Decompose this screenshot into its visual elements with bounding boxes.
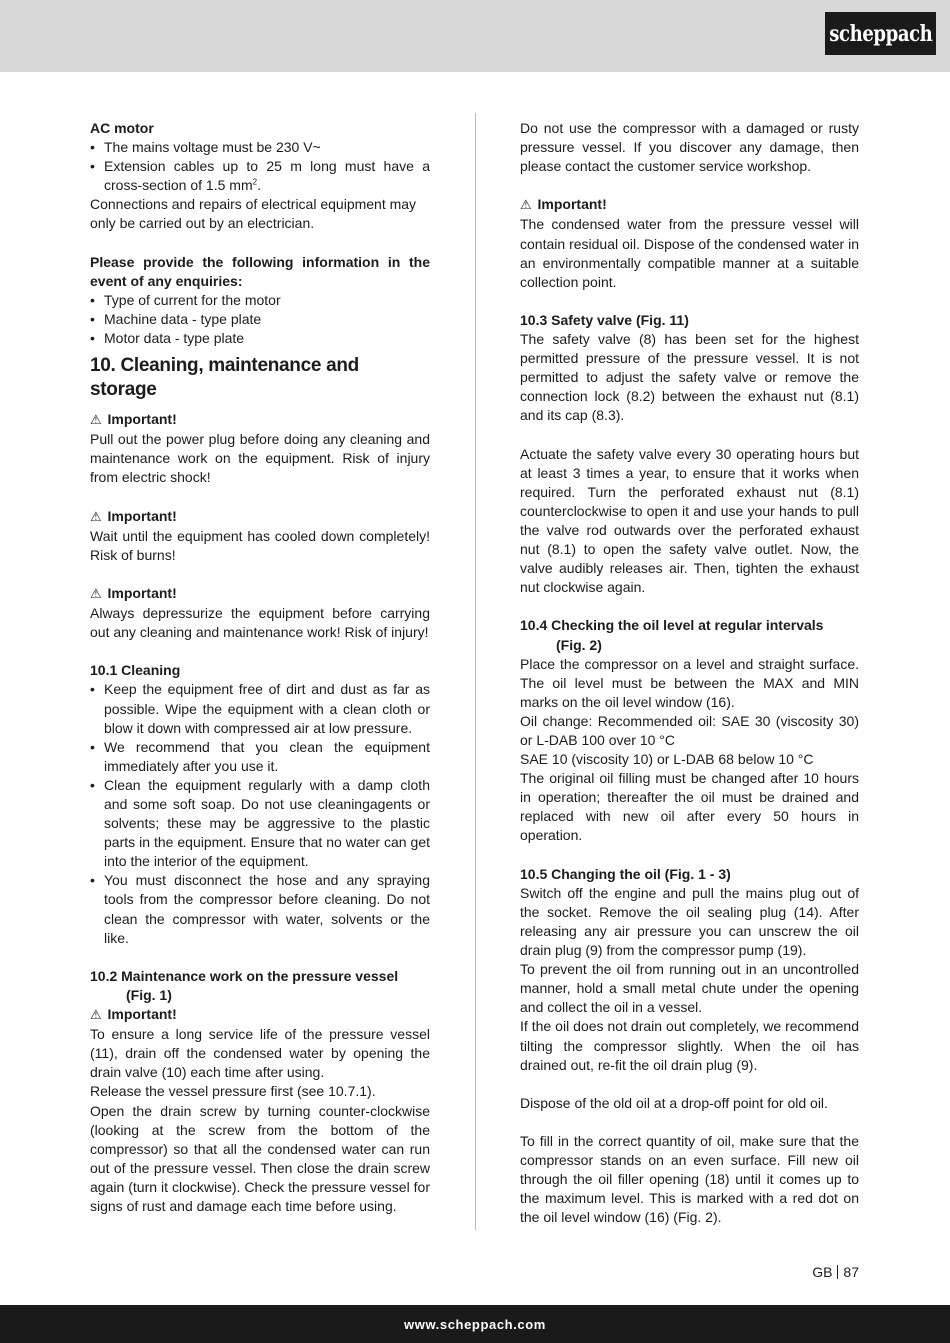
subsection-title: 10.2 Maintenance work on the pressure vessel: [90, 967, 399, 984]
paragraph: Place the compressor on a level and straight surface. The oil level must be between the MAX and MIN marks on the oil level window (16).: [520, 655, 859, 710]
paragraph: Actuate the safety valve every 30 operating hours but at least 3 times a year, to ensure that it works when required. Turn the perforated exhaust nut (8.1) counterclockwise to open it and use your hands to pull the valve rod outwards over the perforated exhaust nut (8.1) to open the safety valve outlet. Now, the valve audibly releases air. Then, tighten the exhaust nut clockwise again.: [520, 445, 859, 596]
list-item: • The mains voltage must be 230 V~: [90, 138, 430, 157]
page-number-separator: [837, 1265, 838, 1279]
warning-heading: [90, 410, 430, 430]
paragraph: Always depressurize the equipment before carrying out any cleaning and maintenance work! Risk of injury!: [90, 605, 430, 641]
paragraph: To fill in the correct quantity of oil, make sure that the compressor stands on an even surface. Fill new oil through the oil filler opening (18) until it comes up to the maximum level. This is marked with a red dot on the oil level window (16) (Fig. 2).: [520, 1132, 859, 1226]
warning-label: Important!: [107, 507, 177, 524]
warning-heading: [520, 195, 859, 215]
paragraph: To prevent the oil from running out in an uncontrolled manner, hold a small metal chute under the opening and collect the oil in a vessel.: [520, 961, 859, 1016]
subsection-title-cont: (Fig. 1): [126, 986, 172, 1003]
warning-heading: [90, 1005, 430, 1025]
paragraph: Connections and repairs of electrical equipment may only be carried out by an electrician.: [90, 196, 417, 232]
paragraph: SAE 10 (viscosity 10) or L-DAB 68 below 10 °C: [520, 751, 814, 768]
footer-url: www.scheppach.com: [404, 1316, 546, 1332]
warning-heading: [90, 507, 430, 527]
section-title: 10. Cleaning, maintenance and storage: [90, 355, 359, 401]
paragraph: The original oil filling must be changed after 10 hours in operation; thereafter the oil must be drained and replaced with new oil after every 50 hours in operation.: [520, 770, 859, 844]
paragraph: If the oil does not drain out completely, we recommend tilting the compressor slightly. When the oil has drained out, re-fit the oil drain plug (9).: [520, 1018, 859, 1073]
page-number: [812, 1264, 859, 1280]
footer-band: [0, 1305, 950, 1343]
warning-label: Important!: [107, 1006, 177, 1023]
paragraph: Oil change: Recommended oil: SAE 30 (viscosity 30) or L-DAB 100 over 10 °C: [520, 712, 859, 748]
warning-label: Important!: [107, 584, 177, 601]
list-item: • Clean the equipment regularly with a damp cloth and some soft soap. Do not use cleaningagents or solvents; these may be aggressive to the plastic parts in the equipment. Ensure that no water can get into the interior of the equipment.: [90, 776, 430, 871]
left-column: [90, 119, 430, 1216]
column-divider: [475, 113, 476, 1230]
page-number-value: 87: [843, 1264, 859, 1280]
paragraph: The condensed water from the pressure vessel will contain residual oil. Dispose of the condensed water in an environmentally compatible manner at a suitable collection point.: [520, 216, 859, 290]
brand-logo-text: scheppach: [828, 20, 933, 47]
paragraph: Do not use the compressor with a damaged or rusty pressure vessel. If you discover any damage, then please contact the customer service workshop.: [520, 120, 859, 175]
subsection-title: 10.4 Checking the oil level at regular intervals: [520, 617, 824, 634]
paragraph: The safety valve (8) has been set for the highest permitted pressure of the pressure vessel. It is not permitted to adjust the safety valve or remove the connection lock (8.2) between the exhaust nut (8.1) and its cap (8.3).: [520, 331, 859, 424]
list-item: • Motor data - type plate: [90, 329, 430, 348]
warning-label: Important!: [537, 196, 607, 213]
warning-icon: ⚠: [90, 1008, 102, 1024]
paragraph: Pull out the power plug before doing any cleaning and maintenance work on the equipment. Risk of injury from electric shock!: [90, 431, 430, 486]
paragraph: Open the drain screw by turning counter-clockwise (looking at the screw from the bottom of the compressor) so that all the condensed water can run out of the pressure vessel. Then close the drain screw again (turn it clockwise). Check the pressure vessel for signs of rust and damage each time before using.: [90, 1102, 430, 1214]
subsection-title-cont: (Fig. 2): [556, 636, 602, 653]
warning-icon: ⚠: [520, 198, 532, 214]
list-item-end: .: [257, 177, 261, 194]
warning-icon: ⚠: [90, 413, 102, 429]
list-item: • Machine data - type plate: [90, 310, 430, 329]
warning-icon: ⚠: [90, 586, 102, 602]
paragraph: Dispose of the old oil at a drop-off point for old oil.: [520, 1094, 828, 1111]
list-item: • You must disconnect the hose and any spraying tools from the compressor before cleaning. Do not clean the compressor with water, solvents or the like.: [90, 871, 430, 947]
subsection-title: 10.5 Changing the oil (Fig. 1 - 3): [520, 865, 731, 882]
paragraph: Release the vessel pressure first (see 10.7.1).: [90, 1083, 376, 1100]
warning-label: Important!: [107, 411, 177, 428]
list-item: [90, 157, 430, 195]
paragraph: To ensure a long service life of the pressure vessel (11), drain off the condensed water by opening the drain valve (10) each time after using.: [90, 1026, 430, 1081]
paragraph: Wait until the equipment has cooled down completely! Risk of burns!: [90, 527, 430, 563]
ac-motor-title: AC motor: [90, 120, 154, 136]
page-language: GB: [812, 1264, 833, 1280]
brand-logo: [825, 12, 936, 55]
paragraph: Switch off the engine and pull the mains plug out of the socket. Remove the oil sealing plug (14). After releasing any air pressure you can unscrew the oil drain plug (9) from the compressor pump (19).: [520, 884, 859, 959]
list-item-text: Extension cables up to 25 m long must have a cross-section of 1.5 mm: [104, 158, 430, 194]
subsection-title: 10.1 Cleaning: [90, 662, 181, 679]
list-item: • Keep the equipment free of dirt and dust as far as possible. Wipe the equipment with a clean cloth or blow it down with compressed air at low pressure.: [90, 680, 430, 737]
list-item: • Type of current for the motor: [90, 291, 430, 310]
superscript: 2: [252, 177, 258, 187]
subsection-title: 10.3 Safety valve (Fig. 11): [520, 311, 689, 328]
warning-heading: [90, 584, 430, 604]
right-column: [520, 119, 859, 1227]
list-item: • We recommend that you clean the equipment immediately after you use it.: [90, 738, 430, 776]
warning-icon: ⚠: [90, 509, 102, 525]
enquiry-title: Please provide the following information in the event of any enquiries:: [90, 253, 430, 289]
header-band: [0, 0, 950, 72]
